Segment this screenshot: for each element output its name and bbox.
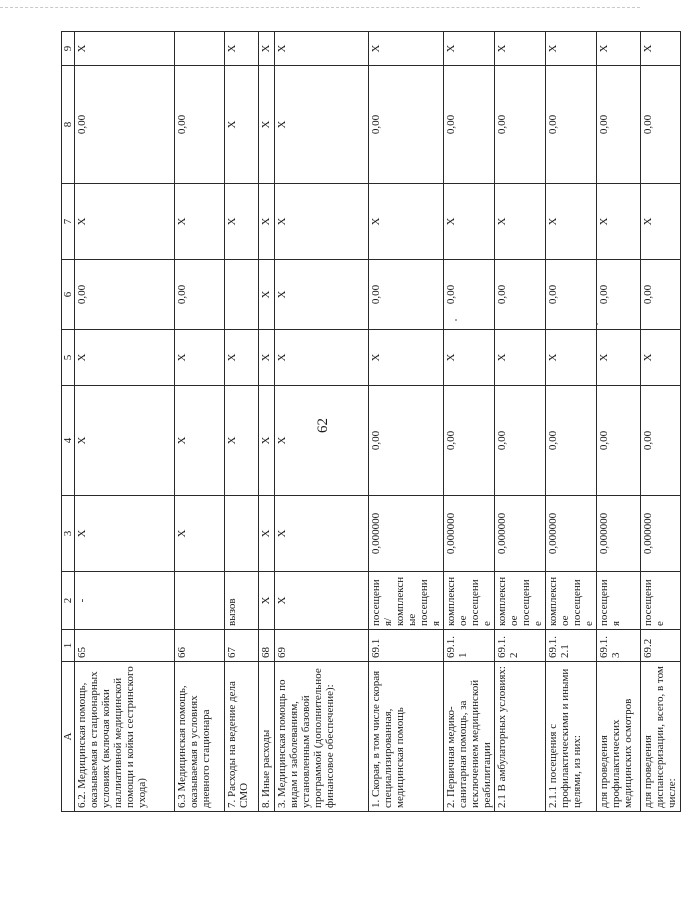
table-cell (225, 496, 259, 572)
table-cell: 0,00 (641, 260, 681, 330)
table-cell: 69.1.2.1 (546, 630, 597, 662)
column-header: 7 (62, 184, 75, 260)
table-cell: 0,00 (369, 66, 444, 184)
table-cell: X (275, 184, 369, 260)
row-label-cell: 8. Иные расходы (259, 662, 275, 812)
table-cell: 0,00 (546, 260, 597, 330)
table-cell: 0,00 (369, 260, 444, 330)
table-header-row (62, 32, 75, 812)
table-cell: 68 (259, 630, 275, 662)
data-table (61, 31, 681, 812)
rotated-table-container (61, 32, 678, 812)
column-header: 5 (62, 330, 75, 386)
table-cell: X (259, 32, 275, 66)
table-row (75, 32, 175, 812)
table-cell: X (225, 184, 259, 260)
column-header: 8 (62, 66, 75, 184)
table-cell: X (259, 184, 275, 260)
table-cell: 0,00 (75, 260, 175, 330)
column-header: А (62, 662, 75, 812)
table-cell: - (75, 572, 175, 630)
table-cell: 69 (275, 630, 369, 662)
table-cell: X (75, 496, 175, 572)
table-cell: X (75, 386, 175, 496)
table-row (546, 32, 597, 812)
table-cell: 69.1.2 (495, 630, 546, 662)
table-cell: X (369, 184, 444, 260)
table-row (369, 32, 444, 812)
column-header: 9 (62, 32, 75, 66)
column-header: 3 (62, 496, 75, 572)
table-row (597, 32, 641, 812)
table-cell: X (275, 32, 369, 66)
table-cell: 0,00 (75, 66, 175, 184)
table-cell: 0,00 (641, 386, 681, 496)
table-cell: X (641, 184, 681, 260)
table-cell: 0,00 (175, 66, 225, 184)
table-cell: 0,00 (597, 386, 641, 496)
table-cell: X (259, 330, 275, 386)
table-row (175, 32, 225, 812)
table-cell: 65 (75, 630, 175, 662)
scan-top-edge (0, 7, 640, 8)
table-cell: X (225, 66, 259, 184)
table-cell (225, 260, 259, 330)
table-cell: X (259, 572, 275, 630)
table-cell: 0,00 (641, 66, 681, 184)
table-cell: 0,00 (175, 260, 225, 330)
row-label-cell: для проведения диспансеризации, всего, в том числе: (641, 662, 681, 812)
table-cell: X (597, 330, 641, 386)
table-cell: X (175, 496, 225, 572)
table-cell: X (259, 496, 275, 572)
table-cell: 0,000000 (369, 496, 444, 572)
table-cell: комплексное посещение (444, 572, 495, 630)
table-cell: X (259, 66, 275, 184)
column-header: 2 (62, 572, 75, 630)
table-cell: X (75, 184, 175, 260)
table-cell: X (369, 32, 444, 66)
table-cell: X (546, 32, 597, 66)
table-cell: X (275, 496, 369, 572)
table-cell: X (597, 32, 641, 66)
table-cell: X (175, 386, 225, 496)
table-cell: X (275, 330, 369, 386)
table-cell: посещения (597, 572, 641, 630)
table-cell: комплексное посещение (495, 572, 546, 630)
table-cell: X (546, 330, 597, 386)
table-cell: X (275, 260, 369, 330)
row-label-cell: 2.1 В амбулаторных условиях: (495, 662, 546, 812)
table-row (641, 32, 681, 812)
table-cell: 0,000000 (444, 496, 495, 572)
table-cell: посещение (641, 572, 681, 630)
table-cell: 0,00 (444, 66, 495, 184)
row-label-cell: 1. Скорая, в том числе скорая специализированная, медицинская помощь (369, 662, 444, 812)
table-row (495, 32, 546, 812)
table-cell: 0,000000 (495, 496, 546, 572)
table-cell: X (75, 330, 175, 386)
table-cell: X (225, 32, 259, 66)
table-cell: X (641, 32, 681, 66)
row-label-cell: 6.2. Медицинская помощь, оказываемая в стационарных условиях (включая койки паллиативной медицинской помощи и койки сестринского ухода) (75, 662, 175, 812)
table-cell: 0,00 (495, 386, 546, 496)
table-cell: 0,00 (597, 66, 641, 184)
table-cell: X (275, 386, 369, 496)
table-cell: X (641, 330, 681, 386)
table-cell: X (444, 184, 495, 260)
table-cell: 69.2 (641, 630, 681, 662)
table-cell: X (495, 32, 546, 66)
table-cell: посещения/ комплексные посещения (369, 572, 444, 630)
row-label-cell: 7. Расходы на ведение дела СМО (225, 662, 259, 812)
table-cell: X (495, 330, 546, 386)
table-cell: X (546, 184, 597, 260)
table-cell: X (225, 386, 259, 496)
table-cell: 0,000000 (597, 496, 641, 572)
column-header: 4 (62, 386, 75, 496)
column-header: 6 (62, 260, 75, 330)
table-row (225, 32, 259, 812)
table-cell: 0,00 (546, 386, 597, 496)
table-cell: 0,00 (495, 66, 546, 184)
table-cell: X (175, 330, 225, 386)
table-cell: 0,000000 (546, 496, 597, 572)
table-cell: X (444, 32, 495, 66)
page-number: 62 (315, 418, 331, 433)
table-cell: 69.1 (369, 630, 444, 662)
table-row (444, 32, 495, 812)
table-cell: 0,000000 (641, 496, 681, 572)
table-cell: X (259, 260, 275, 330)
table-row (259, 32, 275, 812)
column-header: 1 (62, 630, 75, 662)
table-cell: X (597, 184, 641, 260)
table-cell: 0,00 (546, 66, 597, 184)
table-cell: вызов (225, 572, 259, 630)
table-row (275, 32, 369, 812)
table-cell: X (444, 330, 495, 386)
table-cell: X (369, 330, 444, 386)
row-label-cell: 2.1.1 посещения с профилактическими и иными целями, из них: (546, 662, 597, 812)
table-cell: X (175, 184, 225, 260)
table-cell: 0,00 (444, 386, 495, 496)
table-cell: 69.1.1 (444, 630, 495, 662)
table-cell: X (275, 66, 369, 184)
row-label-cell: 6.3 Медицинская помощь, оказываемая в условиях дневного стационара (175, 662, 225, 812)
row-label-cell: 3. Медицинская помощь по видам и заболеваниям, установленным базовой программой (дополнительное финансовое обеспечение): (275, 662, 369, 812)
table-cell (175, 32, 225, 66)
table-cell: 67 (225, 630, 259, 662)
table-cell: X (275, 572, 369, 630)
table-cell: 0,00 (444, 260, 495, 330)
table-cell: комплексное посещение (546, 572, 597, 630)
table-cell: 66 (175, 630, 225, 662)
row-label-cell: 2. Первичная медико-санитарная помощь, за исключением медицинской реабилитации (444, 662, 495, 812)
table-cell: 69.1.3 (597, 630, 641, 662)
table-cell: X (259, 386, 275, 496)
table-cell: 0,00 (369, 386, 444, 496)
table-cell: X (225, 330, 259, 386)
row-label-cell: для проведения профилактических медицинских осмотров (597, 662, 641, 812)
table-cell (175, 572, 225, 630)
table-cell: 0,00 (597, 260, 641, 330)
table-cell: 0,00 (495, 260, 546, 330)
table-cell: X (75, 32, 175, 66)
table-cell: X (495, 184, 546, 260)
